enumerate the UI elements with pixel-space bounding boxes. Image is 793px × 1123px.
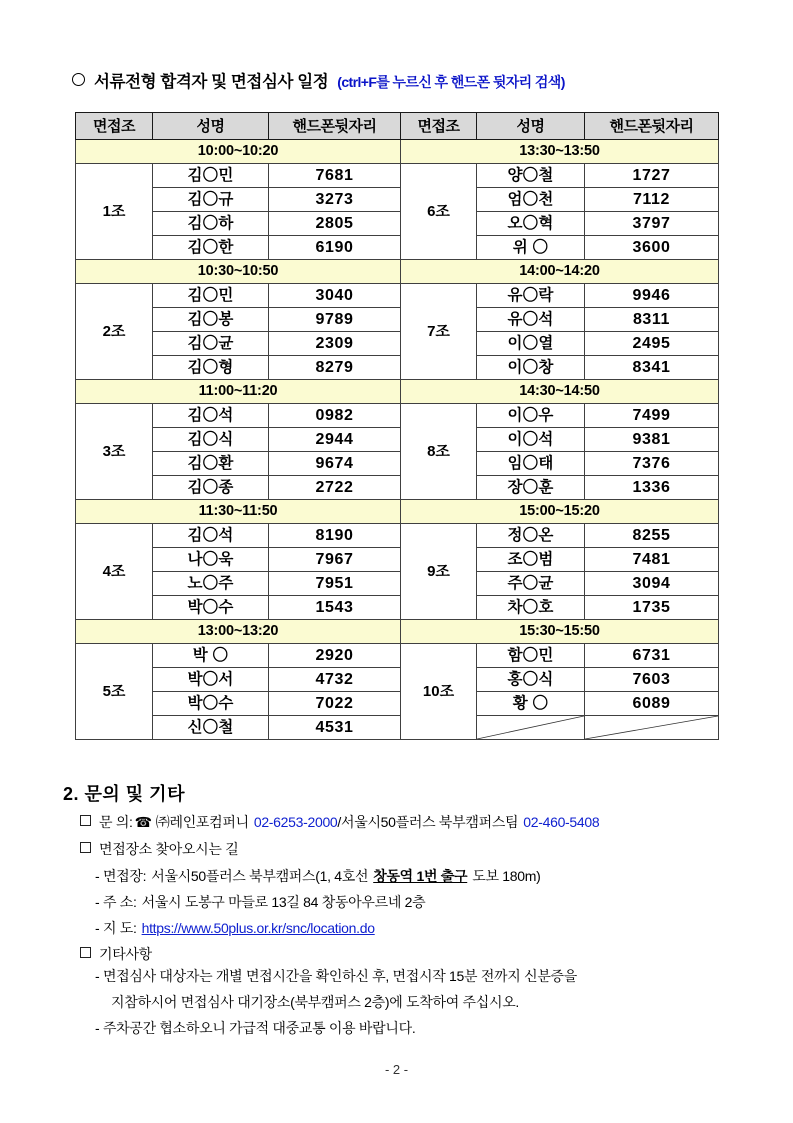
part2-heading: 2. 문의 및 기타 <box>63 784 185 804</box>
phone-suffix-right: 7499 <box>585 404 719 428</box>
table-row <box>76 452 719 476</box>
candidate-name-right: 양〇철 <box>477 164 585 188</box>
inquiry-line <box>80 812 763 832</box>
checkbox-square-icon <box>80 947 91 958</box>
phone-suffix-left: 2805 <box>269 212 401 236</box>
venue-highlight: 창동역 1번 출구 <box>373 868 468 884</box>
phone-suffix-left: 2944 <box>269 428 401 452</box>
group-cell-right: 10조 <box>401 644 477 740</box>
candidate-name-left: 김〇석 <box>153 404 269 428</box>
candidate-name-right: 이〇석 <box>477 428 585 452</box>
candidate-name-left: 김〇식 <box>153 428 269 452</box>
map-label: - 지 도: <box>95 920 137 936</box>
checkbox-square-icon <box>80 842 91 853</box>
time-slot-right: 15:30~15:50 <box>401 620 719 644</box>
notes-block <box>63 966 763 1044</box>
directions-line <box>80 839 763 859</box>
venue-text-after: 도보 180m) <box>472 868 541 884</box>
checkbox-square-icon <box>80 815 91 826</box>
table-row <box>76 404 719 428</box>
phone-suffix-right: 7112 <box>585 188 719 212</box>
table-row <box>76 524 719 548</box>
table-row <box>76 668 719 692</box>
section-heading <box>72 68 565 92</box>
phone-suffix-right: 1336 <box>585 476 719 500</box>
candidate-name-left: 김〇하 <box>153 212 269 236</box>
group-cell-right: 9조 <box>401 524 477 620</box>
phone-suffix-right: 9946 <box>585 284 719 308</box>
candidate-name-right: 홍〇식 <box>477 668 585 692</box>
phone-suffix-left: 7681 <box>269 164 401 188</box>
candidate-name-left: 김〇환 <box>153 452 269 476</box>
phone-suffix-right: 8255 <box>585 524 719 548</box>
time-slot-right: 14:00~14:20 <box>401 260 719 284</box>
time-header-row <box>76 260 719 284</box>
telephone-icon: ☎ <box>134 814 152 830</box>
time-slot-right: 14:30~14:50 <box>401 380 719 404</box>
phone-suffix-left: 9674 <box>269 452 401 476</box>
candidate-name-left: 김〇봉 <box>153 308 269 332</box>
column-header-name-left: 성명 <box>153 113 269 140</box>
time-header-row <box>76 140 719 164</box>
table-row <box>76 164 719 188</box>
candidate-name-right: 임〇태 <box>477 452 585 476</box>
candidate-name-right: 주〇균 <box>477 572 585 596</box>
phone-suffix-left: 0982 <box>269 404 401 428</box>
contact-block <box>63 812 763 970</box>
time-slot-left: 10:00~10:20 <box>76 140 401 164</box>
phone-suffix-right: 7376 <box>585 452 719 476</box>
phone-suffix-left: 7967 <box>269 548 401 572</box>
etc-line <box>80 944 763 964</box>
candidate-name-left: 김〇규 <box>153 188 269 212</box>
column-header-phone-left: 핸드폰뒷자리 <box>269 113 401 140</box>
directions-label: 면접장소 찾아오시는 길 <box>99 841 239 857</box>
candidate-name-right: 정〇온 <box>477 524 585 548</box>
candidate-name-left: 박〇서 <box>153 668 269 692</box>
candidate-name-right: 차〇호 <box>477 596 585 620</box>
candidate-name-left: 나〇욱 <box>153 548 269 572</box>
time-slot-left: 13:00~13:20 <box>76 620 401 644</box>
schedule-table-container <box>75 112 718 740</box>
phone-suffix-left: 1543 <box>269 596 401 620</box>
inquiry-company: ㈜레인포컴퍼니 <box>155 814 249 830</box>
column-header-name-right: 성명 <box>477 113 585 140</box>
candidate-name-left: 김〇형 <box>153 356 269 380</box>
group-cell-left: 2조 <box>76 284 153 380</box>
empty-diagonal-cell <box>585 716 719 740</box>
table-body <box>76 140 719 740</box>
etc-label: 기타사항 <box>99 946 152 962</box>
phone-suffix-right: 2495 <box>585 332 719 356</box>
phone-suffix-right: 1735 <box>585 596 719 620</box>
table-row <box>76 572 719 596</box>
phone-suffix-left: 9789 <box>269 308 401 332</box>
group-cell-right: 7조 <box>401 284 477 380</box>
candidate-name-right: 이〇우 <box>477 404 585 428</box>
map-url-link[interactable]: https://www.50plus.or.kr/snc/location.do <box>141 920 375 936</box>
phone-suffix-left: 8279 <box>269 356 401 380</box>
candidate-name-right: 유〇락 <box>477 284 585 308</box>
inquiry-org-phone[interactable]: 02-460-5408 <box>523 814 600 830</box>
time-slot-left: 11:30~11:50 <box>76 500 401 524</box>
venue-text-before: 서울시50플러스 북부캠퍼스(1, 4호선 <box>151 868 369 884</box>
candidate-name-right: 장〇훈 <box>477 476 585 500</box>
candidate-name-left: 김〇석 <box>153 524 269 548</box>
phone-suffix-left: 3040 <box>269 284 401 308</box>
inquiry-label: 문 의: <box>99 814 133 830</box>
table-row <box>76 332 719 356</box>
group-cell-left: 5조 <box>76 644 153 740</box>
group-cell-right: 6조 <box>401 164 477 260</box>
table-row <box>76 308 719 332</box>
candidate-name-left: 김〇종 <box>153 476 269 500</box>
search-hint-note: (ctrl+F를 누르신 후 핸드폰 뒷자리 검색) <box>337 74 565 90</box>
empty-diagonal-cell <box>477 716 585 740</box>
phone-suffix-left: 2309 <box>269 332 401 356</box>
phone-suffix-right: 3094 <box>585 572 719 596</box>
table-row <box>76 548 719 572</box>
candidate-name-left: 김〇균 <box>153 332 269 356</box>
table-row <box>76 692 719 716</box>
phone-suffix-left: 7951 <box>269 572 401 596</box>
phone-suffix-left: 2920 <box>269 644 401 668</box>
table-header-row <box>76 113 719 140</box>
candidate-name-right: 이〇창 <box>477 356 585 380</box>
venue-label: - 면접장: <box>95 868 147 884</box>
time-header-row <box>76 380 719 404</box>
interview-schedule-table <box>75 112 719 740</box>
candidate-name-right: 황 〇 <box>477 692 585 716</box>
table-row <box>76 284 719 308</box>
group-cell-left: 1조 <box>76 164 153 260</box>
candidate-name-right: 함〇민 <box>477 644 585 668</box>
phone-suffix-right: 3797 <box>585 212 719 236</box>
candidate-name-left: 박 〇 <box>153 644 269 668</box>
phone-suffix-right: 3600 <box>585 236 719 260</box>
phone-suffix-left: 7022 <box>269 692 401 716</box>
phone-suffix-right: 9381 <box>585 428 719 452</box>
table-row <box>76 212 719 236</box>
phone-suffix-right: 8341 <box>585 356 719 380</box>
inquiry-company-phone[interactable]: 02-6253-2000 <box>253 814 338 830</box>
note-item-1-continued: 지참하시어 면접심사 대기장소(북부캠퍼스 2층)에 도착하여 주십시오. <box>111 994 520 1010</box>
candidate-name-left: 김〇민 <box>153 164 269 188</box>
inquiry-org: 서울시50플러스 북부캠퍼스팀 <box>341 814 519 830</box>
phone-suffix-left: 8190 <box>269 524 401 548</box>
candidate-name-right: 이〇열 <box>477 332 585 356</box>
candidate-name-right: 유〇석 <box>477 308 585 332</box>
address-line <box>95 892 763 912</box>
column-header-group-right: 면접조 <box>401 113 477 140</box>
phone-suffix-right: 6731 <box>585 644 719 668</box>
page-title: 서류전형 합격자 및 면접심사 일정 <box>94 73 329 91</box>
candidate-name-left: 노〇주 <box>153 572 269 596</box>
table-row <box>76 716 719 740</box>
page-number: - 2 - <box>384 1062 409 1077</box>
phone-suffix-right: 7603 <box>585 668 719 692</box>
candidate-name-right: 조〇범 <box>477 548 585 572</box>
address-label: - 주 소: <box>95 894 137 910</box>
phone-suffix-right: 6089 <box>585 692 719 716</box>
table-row <box>76 644 719 668</box>
table-row <box>76 428 719 452</box>
candidate-name-left: 신〇철 <box>153 716 269 740</box>
time-header-row <box>76 500 719 524</box>
candidate-name-left: 김〇한 <box>153 236 269 260</box>
table-row <box>76 356 719 380</box>
candidate-name-left: 박〇수 <box>153 692 269 716</box>
address-value: 서울시 도봉구 마들로 13길 84 창동아우르네 2층 <box>141 894 426 910</box>
phone-suffix-left: 4732 <box>269 668 401 692</box>
time-slot-right: 13:30~13:50 <box>401 140 719 164</box>
time-slot-left: 11:00~11:20 <box>76 380 401 404</box>
note-item-2: - 주차공간 협소하오니 가급적 대중교통 이용 바랍니다. <box>95 1020 416 1036</box>
time-slot-right: 15:00~15:20 <box>401 500 719 524</box>
candidate-name-left: 박〇수 <box>153 596 269 620</box>
phone-suffix-right: 1727 <box>585 164 719 188</box>
candidate-name-right: 엄〇천 <box>477 188 585 212</box>
inquiry-separator: / <box>337 814 342 830</box>
table-row <box>76 476 719 500</box>
candidate-name-left: 김〇민 <box>153 284 269 308</box>
group-cell-left: 4조 <box>76 524 153 620</box>
candidate-name-right: 오〇혁 <box>477 212 585 236</box>
phone-suffix-left: 4531 <box>269 716 401 740</box>
phone-suffix-right: 7481 <box>585 548 719 572</box>
phone-suffix-left: 6190 <box>269 236 401 260</box>
phone-suffix-left: 3273 <box>269 188 401 212</box>
table-row <box>76 596 719 620</box>
group-cell-right: 8조 <box>401 404 477 500</box>
circle-bullet-icon <box>72 73 85 86</box>
note-item-1: - 면접심사 대상자는 개별 면접시간을 확인하신 후, 면접시작 15분 전까지 신분증을 <box>95 968 577 984</box>
table-row <box>76 236 719 260</box>
time-slot-left: 10:30~10:50 <box>76 260 401 284</box>
venue-line <box>95 866 763 886</box>
phone-suffix-left: 2722 <box>269 476 401 500</box>
column-header-group-left: 면접조 <box>76 113 153 140</box>
time-header-row <box>76 620 719 644</box>
candidate-name-right: 위 〇 <box>477 236 585 260</box>
table-row <box>76 188 719 212</box>
map-line <box>95 918 763 938</box>
column-header-phone-right: 핸드폰뒷자리 <box>585 113 719 140</box>
group-cell-left: 3조 <box>76 404 153 500</box>
phone-suffix-right: 8311 <box>585 308 719 332</box>
